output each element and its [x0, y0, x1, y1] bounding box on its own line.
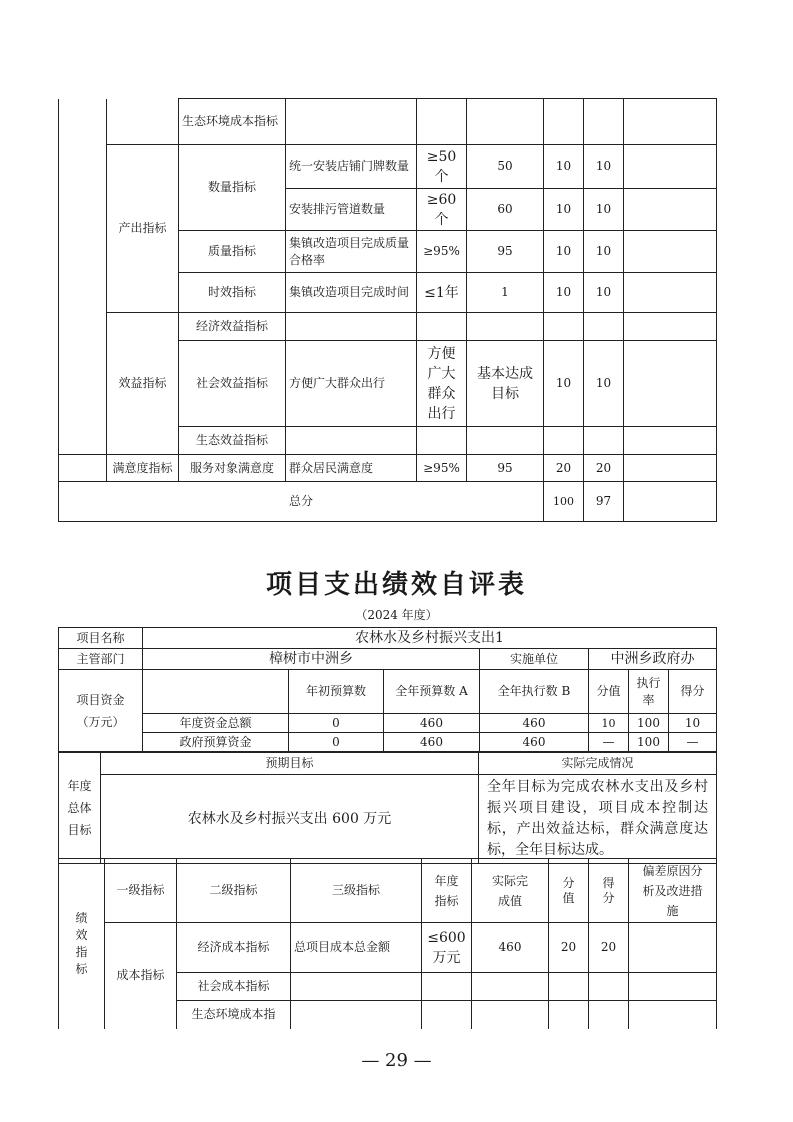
funds-row-2-score-value: — [589, 733, 629, 752]
perf-header-target: 年度指标 [422, 859, 472, 923]
perf-header-score: 得分 [589, 859, 629, 923]
page-number: — 29 — [361, 1050, 432, 1071]
dept-label: 主管部门 [59, 649, 143, 670]
perf-header-level1: 一级指标 [105, 859, 177, 923]
economic-cost-target: ≤600万元 [422, 923, 472, 973]
social-benefit-level3: 方便广大群众出行 [286, 341, 417, 427]
eco-env-cost-level2: 生态环境成本指 [177, 1001, 291, 1029]
page-title: 项目支出绩效自评表 [265, 570, 527, 600]
economic-cost-actual: 460 [472, 923, 549, 973]
perf-header-score-value: 分值 [549, 859, 589, 923]
quantity-row-1-score: 10 [584, 145, 624, 189]
annual-goal-table [58, 752, 717, 864]
satisfaction-level1: 满意度指标 [107, 455, 179, 482]
top-table [58, 98, 717, 522]
funds-row-2-annual: 460 [384, 733, 480, 752]
funds-row-1-score: 10 [669, 714, 717, 733]
actual-goal-label: 实际完成情况 [479, 753, 717, 775]
project-info-table [58, 627, 717, 752]
satisfaction-target: ≥95% [417, 455, 467, 482]
economic-cost-level3: 总项目成本总金额 [291, 923, 422, 973]
economic-cost-score-value: 20 [549, 923, 589, 973]
page-subtitle: （2024 年度） [355, 608, 438, 622]
satisfaction-level3: 群众居民满意度 [286, 455, 417, 482]
economic-cost-score: 20 [589, 923, 629, 973]
output-level1: 产出指标 [107, 145, 179, 313]
perf-header-level3: 三级指标 [291, 859, 422, 923]
satisfaction-actual: 95 [467, 455, 544, 482]
project-name-label: 项目名称 [59, 628, 143, 649]
social-benefit-level2: 社会效益指标 [179, 341, 286, 427]
quantity-row-2-target: ≥60个 [417, 189, 467, 231]
ecological-benefit-level2: 生态效益指标 [179, 427, 286, 455]
perf-header-actual: 实际完成值 [472, 859, 549, 923]
quantity-row-2-score: 10 [584, 189, 624, 231]
social-benefit-target: 方便广大群众出行 [417, 341, 467, 427]
quality-level2: 质量指标 [179, 231, 286, 273]
quality-level3: 集镇改造项目完成质量合格率 [286, 231, 417, 273]
satisfaction-score-value: 20 [544, 455, 584, 482]
expected-goal-label: 预期目标 [101, 753, 479, 775]
funds-row-2-initial: 0 [289, 733, 384, 752]
funds-label: 项目资金（万元） [59, 670, 143, 752]
quantity-row-1-target: ≥50个 [417, 145, 467, 189]
total-score: 97 [584, 482, 624, 522]
impl-value: 中洲乡政府办 [589, 649, 717, 670]
quantity-row-2-level3: 安装排污管道数量 [286, 189, 417, 231]
funds-row-2-label: 政府预算资金 [143, 733, 289, 752]
funds-header-score-value: 分值 [589, 670, 629, 714]
timeliness-actual: 1 [467, 273, 544, 313]
funds-header-rate: 执行率 [629, 670, 669, 714]
quantity-row-1-actual: 50 [467, 145, 544, 189]
quantity-row-1-level3: 统一安装店铺门牌数量 [286, 145, 417, 189]
economic-benefit-level2: 经济效益指标 [179, 313, 286, 341]
economic-cost-level2: 经济成本指标 [177, 923, 291, 973]
funds-header-annual: 全年预算数 A [384, 670, 480, 714]
social-benefit-actual: 基本达成目标 [467, 341, 544, 427]
project-name: 农林水及乡村振兴支出1 [143, 628, 717, 649]
funds-header-initial: 年初预算数 [289, 670, 384, 714]
actual-goal: 全年目标为完成农林水支出及乡村振兴项目建设，项目成本控制达标，产出效益达标，群众满意度达标，全年目标达成。 [479, 775, 717, 864]
quality-target: ≥95% [417, 231, 467, 273]
timeliness-score: 10 [584, 273, 624, 313]
funds-header-score: 得分 [669, 670, 717, 714]
quantity-row-1-score-value: 10 [544, 145, 584, 189]
perf-header-level2: 二级指标 [177, 859, 291, 923]
impl-label: 实施单位 [480, 649, 589, 670]
funds-row-2-executed: 460 [480, 733, 589, 752]
funds-header-executed: 全年执行数 B [480, 670, 589, 714]
quantity-row-2-actual: 60 [467, 189, 544, 231]
funds-row-1-label: 年度资金总额 [143, 714, 289, 733]
quality-score-value: 10 [544, 231, 584, 273]
funds-row-1-executed: 460 [480, 714, 589, 733]
dept-value: 樟树市中洲乡 [143, 649, 480, 670]
eco-env-cost-label: 生态环境成本指标 [179, 99, 286, 145]
social-benefit-score-value: 10 [544, 341, 584, 427]
total-score-value: 100 [544, 482, 584, 522]
total-label: 总分 [59, 482, 544, 522]
performance-table [58, 858, 717, 1029]
funds-row-2-score: — [669, 733, 717, 752]
cost-level1-continued-cell [107, 99, 179, 145]
funds-row-2-rate: 100 [629, 733, 669, 752]
quantity-level2: 数量指标 [179, 145, 286, 231]
social-benefit-score: 10 [584, 341, 624, 427]
cost-level1: 成本指标 [105, 923, 177, 1029]
timeliness-target: ≤1年 [417, 273, 467, 313]
quality-score: 10 [584, 231, 624, 273]
perf-header-deviation: 偏差原因分析及改进措施 [629, 859, 717, 923]
funds-row-1-initial: 0 [289, 714, 384, 733]
social-cost-level2: 社会成本指标 [177, 973, 291, 1001]
expected-goal: 农林水及乡村振兴支出 600 万元 [101, 775, 479, 864]
timeliness-level2: 时效指标 [179, 273, 286, 313]
funds-row-1-score-value: 10 [589, 714, 629, 733]
satisfaction-level2: 服务对象满意度 [179, 455, 286, 482]
annual-goal-label: 年度总体目标 [59, 753, 101, 864]
quality-actual: 95 [467, 231, 544, 273]
quantity-row-2-score-value: 10 [544, 189, 584, 231]
funds-row-1-annual: 460 [384, 714, 480, 733]
funds-row-1-rate: 100 [629, 714, 669, 733]
timeliness-score-value: 10 [544, 273, 584, 313]
satisfaction-score: 20 [584, 455, 624, 482]
benefit-level1: 效益指标 [107, 313, 179, 455]
perf-indicator-label: 绩效指标 [59, 859, 105, 1029]
perf-indicator-continued-cell [59, 99, 107, 455]
timeliness-level3: 集镇改造项目完成时间 [286, 273, 417, 313]
